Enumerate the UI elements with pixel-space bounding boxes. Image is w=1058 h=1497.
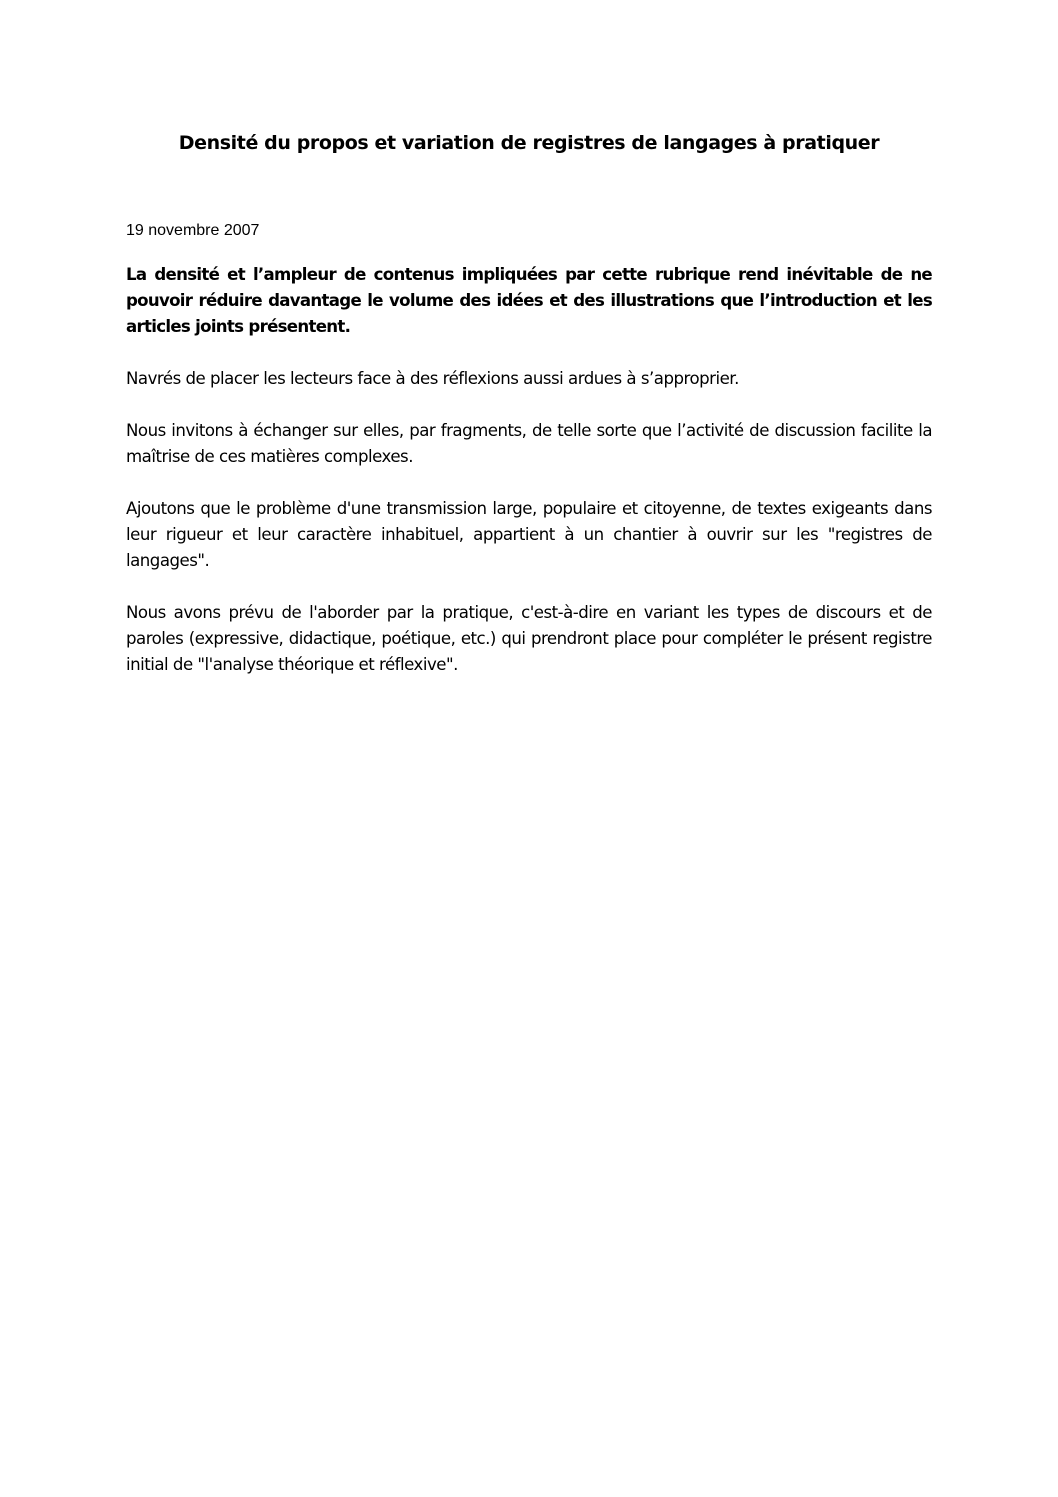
paragraph: Nous avons prévu de l'aborder par la pratique, c'est-à-dire en variant les types de discours et de paroles (expressive, didactique, poétique, etc.) qui prendront place pour compléter le présent registre initial de "l'analyse théorique et réflexive". <box>126 603 932 674</box>
paragraph: Ajoutons que le problème d'une transmission large, populaire et citoyenne, de textes exigeants dans leur rigueur et leur caractère inhabituel, appartient à un chantier à ouvrir sur les "registres de langages". <box>126 499 932 570</box>
publication-date: 19 novembre 2007 <box>126 222 260 239</box>
paragraph: Nous invitons à échanger sur elles, par fragments, de telle sorte que l’activité de discussion facilite la maîtrise de ces matières complexes. <box>126 421 932 466</box>
paragraph: Navrés de placer les lecteurs face à des réflexions aussi ardues à s’approprier. <box>126 369 739 388</box>
document-body <box>126 262 932 704</box>
intro-paragraph: La densité et l’ampleur de contenus impliquées par cette rubrique rend inévitable de ne pouvoir réduire davantage le volume des idées et des illustrations que l’introduction et les articles joints présentent. <box>126 265 932 336</box>
page-title: Densité du propos et variation de registres de langages à pratiquer <box>178 132 880 154</box>
